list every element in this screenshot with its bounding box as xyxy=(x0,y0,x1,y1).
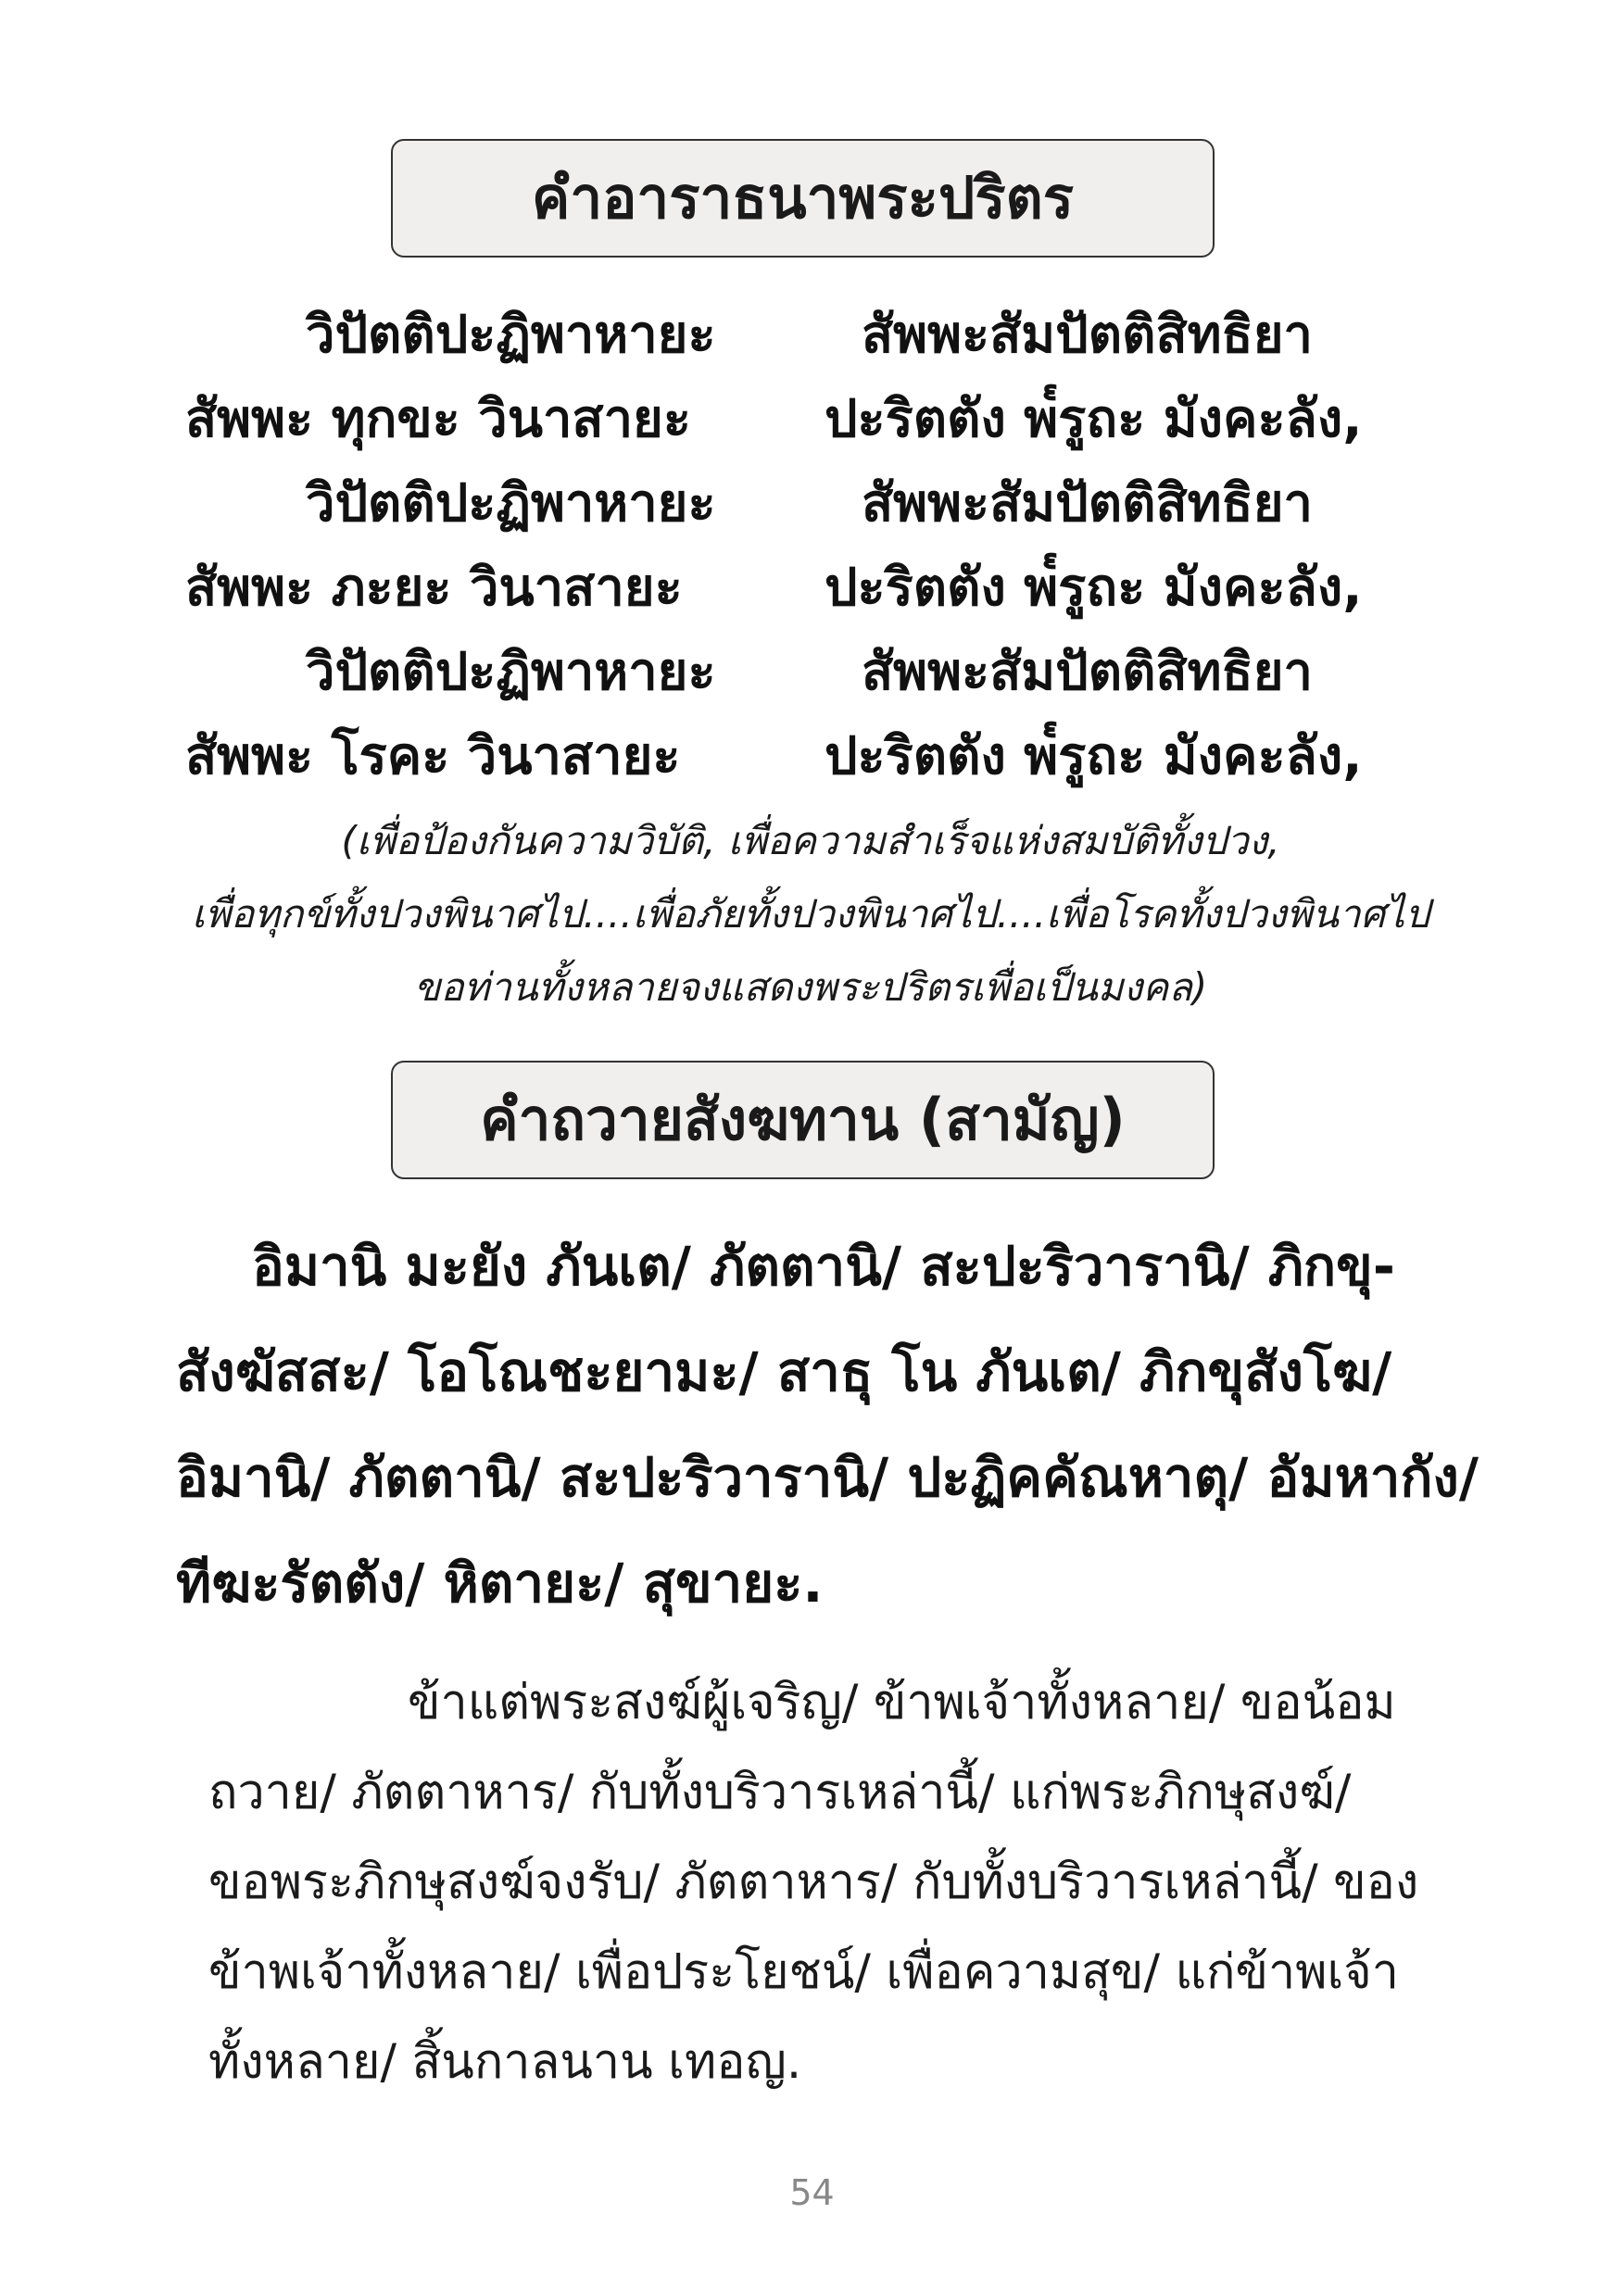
verse-line xyxy=(185,292,1445,376)
verse-line xyxy=(185,545,1445,629)
thai-line: ทั้งหลาย/ สิ้นกาลนาน เทอญ. xyxy=(208,2034,802,2090)
parita-translation xyxy=(176,804,1445,1024)
translation-line: ขอท่านทั้งหลายจงแสดงพระปริตรเพื่อเป็นมงคล) xyxy=(413,964,1208,1010)
translation-line: (เพื่อป้องกันความวิบัติ, เพื่อความสำเร็จแห่งสมบัติทั้งปวง, xyxy=(341,818,1280,863)
pali-line: ทีฆะรัตตัง/ หิตายะ/ สุขายะ. xyxy=(176,1552,824,1615)
verse-left: สัพพะ ทุกขะ วินาสายะ xyxy=(185,389,691,449)
thai-line: ข้าแต่พระสงฆ์ผู้เจริญ/ ข้าพเจ้าทั้งหลาย/ ขอน้อม xyxy=(408,1675,1396,1730)
verse-left: สัพพะ โรคะ วินาสายะ xyxy=(185,726,681,786)
verse-line xyxy=(185,460,1445,545)
verse-left: สัพพะ ภะยะ วินาสายะ xyxy=(185,558,683,618)
verse-left: วิปัตติปะฏิพาหายะ xyxy=(306,305,716,365)
section-title-box-sanghadana xyxy=(391,1061,1215,1179)
sanghadana-pali xyxy=(176,1214,1479,1636)
verse-line xyxy=(185,376,1445,460)
verse-left: วิปัตติปะฏิพาหายะ xyxy=(306,473,716,534)
section-title-box-parita xyxy=(391,139,1215,258)
thai-line: ขอพระภิกษุสงฆ์จงรับ/ ภัตตาหาร/ กับทั้งบริวารเหล่านี้/ ของ xyxy=(208,1855,1419,1910)
pali-line: อิมานิ มะยัง ภันเต/ ภัตตานิ/ สะปะริวารานิ/ ภิกขุ- xyxy=(252,1235,1395,1298)
translation-line: เพื่อทุกข์ทั้งปวงพินาศไป....เพื่อภัยทั้งปวงพินาศไป....เพื่อโรคทั้งปวงพินาศไป xyxy=(191,891,1430,937)
verse-left: วิปัตติปะฏิพาหายะ xyxy=(306,642,716,702)
verse-line xyxy=(185,629,1445,713)
verse-right: สัพพะสัมปัตติสิทธิยา xyxy=(862,473,1313,534)
verse-right: ปะริตตัง พ๎รูถะ มังคะลัง, xyxy=(825,558,1363,618)
verse-line xyxy=(185,713,1445,798)
thai-line: ข้าพเจ้าทั้งหลาย/ เพื่อประโยชน์/ เพื่อความสุข/ แก่ข้าพเจ้า xyxy=(208,1944,1399,2000)
page-number: 54 xyxy=(789,2172,835,2213)
pali-line: อิมานิ/ ภัตตานิ/ สะปะริวารานิ/ ปะฏิคคัณหาตุ/ อัมหากัง/ xyxy=(176,1446,1479,1509)
sanghadana-thai xyxy=(208,1658,1459,2107)
pali-line: สังฆัสสะ/ โอโณชะยามะ/ สาธุ โน ภันเต/ ภิกขุสังโฆ/ xyxy=(176,1340,1392,1403)
verse-right: ปะริตตัง พ๎รูถะ มังคะลัง, xyxy=(825,389,1363,449)
verse-right: สัพพะสัมปัตติสิทธิยา xyxy=(862,642,1313,702)
thai-line: ถวาย/ ภัตตาหาร/ กับทั้งบริวารเหล่านี้/ แก่พระภิกษุสงฆ์/ xyxy=(208,1765,1352,1820)
verse-right: ปะริตตัง พ๎รูถะ มังคะลัง, xyxy=(825,726,1363,786)
section-title: คำอาราธนาพระปริตร xyxy=(531,164,1075,232)
verse-right: สัพพะสัมปัตติสิทธิยา xyxy=(862,305,1313,365)
parita-verse xyxy=(185,292,1445,798)
section-title: คำถวายสังฆทาน (สามัญ) xyxy=(480,1086,1126,1153)
